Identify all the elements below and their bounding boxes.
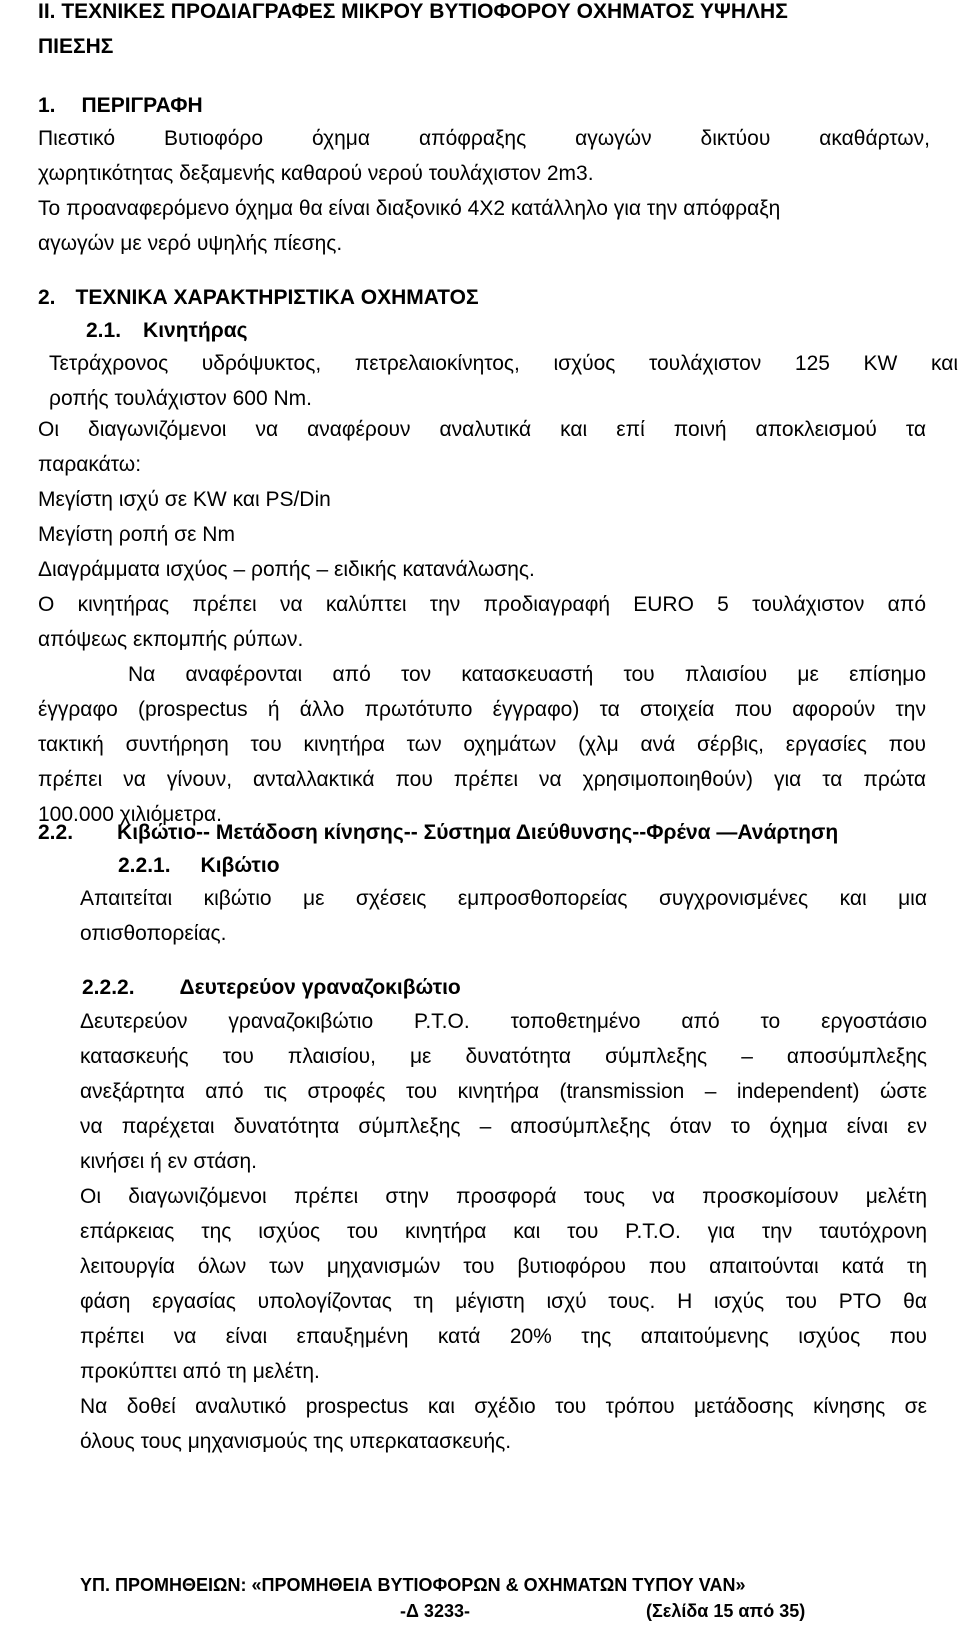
section-2-1-p1-line-1: Τετράχρονος υδρόψυκτος, πετρελαιοκίνητος, ισχύος τουλάχιστον 125 KW και <box>49 352 958 375</box>
section-2-2-2-body <box>80 1004 927 1459</box>
section-2-number: 2. <box>38 286 56 309</box>
section-2-1-p2-line-2: παρακάτω: <box>38 453 142 476</box>
section-2-2-title: Κιβώτιο-- Μετάδοση κίνησης-- Σύστημα Διεύθυνσης--Φρένα —Ανάρτηση <box>117 821 839 844</box>
section-2-1-number: 2.1. <box>86 319 122 342</box>
section-2-2-2-p1-line-1: Δευτερεύον γραναζοκιβώτιο Ρ.Τ.Ο. τοποθετημένο από το εργοστάσιο <box>80 1010 927 1033</box>
section-2-2-1-p1-line-1: Απαιτείται κιβώτιο με σχέσεις εμπροσθοπορείας συγχρονισμένες και μια <box>80 887 927 910</box>
section-2-1-item-3: Διαγράμματα ισχύος – ροπής – ειδικής κατανάλωσης. <box>38 558 535 581</box>
section-2-1-item-2: Μεγίστη ροπή σε Nm <box>38 523 235 546</box>
section-2-2-2-number: 2.2.2. <box>82 976 135 999</box>
section-2-2-2-p2-line-5: πρέπει να είναι επαυξημένη κατά 20% της απαιτούμενης ισχύος που <box>80 1325 927 1348</box>
section-1-heading <box>38 88 203 123</box>
section-2-2-1-title: Κιβώτιο <box>200 854 280 877</box>
section-2-2-2-p3-line-1: Να δοθεί αναλυτικό prospectus και σχέδιο του τρόπου μετάδοσης κίνησης σε <box>80 1395 927 1418</box>
footer-title: ΥΠ. ΠΡΟΜΗΘΕΙΩΝ: «ΠΡΟΜΗΘΕΙΑ ΒΥΤΙΟΦΟΡΩΝ & ΟΧΗΜΑΤΩΝ ΤΥΠΟΥ VAN» <box>80 1575 746 1595</box>
section-2-2-2-p1-line-5: κινήσει ή εν στάση. <box>80 1150 257 1173</box>
section-2-2-2-p2-line-1: Οι διαγωνιζόμενοι πρέπει στην προσφορά τους να προσκομίσουν μελέτη <box>80 1185 927 1208</box>
document-title <box>38 0 938 64</box>
section-2-1-heading <box>86 313 248 348</box>
section-2-1-p2-line-1: Οι διαγωνιζόμενοι να αναφέρουν αναλυτικά και επί ποινή αποκλεισμού τα <box>38 418 926 441</box>
section-2-2-heading <box>38 815 838 850</box>
section-2-2-1-p1-line-2: οπισθοπορείας. <box>80 922 227 945</box>
section-1-p1-line-2: χωρητικότητας δεξαμενής καθαρού νερού τουλάχιστον 2m3. <box>38 162 594 185</box>
section-2-1-p3-line-1: Ο κινητήρας πρέπει να καλύπτει την προδιαγραφή EURO 5 τουλάχιστον από <box>38 593 926 616</box>
section-2-1-p3-line-2: απόψεως εκπομπής ρύπων. <box>38 628 304 651</box>
section-2-2-2-p2-line-6: προκύπτει από τη μελέτη. <box>80 1360 320 1383</box>
section-2-1-p4-line-1: Να αναφέρονται από τον κατασκευαστή του πλαισίου με επίσημο <box>128 663 926 686</box>
section-2-1-p4-line-2: έγγραφο (prospectus ή άλλο πρωτότυπο έγγραφο) τα στοιχεία που αφορούν την <box>38 698 926 721</box>
section-2-heading <box>38 280 479 315</box>
section-2-1-p4-line-3: τακτική συντήρηση του κινητήρα των οχημάτων (χλμ ανά σέρβις, εργασίες που <box>38 733 926 756</box>
section-2-1-p1 <box>49 346 958 416</box>
section-1-p2-line-1: Το προαναφερόμενο όχημα θα είναι διαξονικό 4Χ2 κατάλληλο για την απόφραξη <box>38 197 781 220</box>
footer-page-number: (Σελίδα 15 από 35) <box>646 1601 806 1621</box>
section-2-2-2-p2-line-2: επάρκειας της ισχύος του κινητήρα και του Ρ.Τ.Ο. για την ταυτόχρονη <box>80 1220 927 1243</box>
section-1-body <box>38 121 930 261</box>
section-2-2-1-heading <box>118 848 280 883</box>
section-2-2-1-body <box>80 881 927 951</box>
section-2-2-2-p1-line-2: κατασκευής του πλαισίου, με δυνατότητα σύμπλεξης – αποσύμπλεξης <box>80 1045 927 1068</box>
section-2-1-body <box>38 412 926 832</box>
title-line-1: ΙΙ. ΤΕΧΝΙΚΕΣ ΠΡΟΔΙΑΓΡΑΦΕΣ ΜΙΚΡΟΥ ΒΥΤΙΟΦΟΡΟΥ ΟΧΗΜΑΤΟΣ ΥΨΗΛΗΣ <box>38 0 788 23</box>
section-2-1-title: Κινητήρας <box>143 319 248 342</box>
section-2-2-2-p2-line-3: λειτουργία όλων των μηχανισμών του βυτιοφόρου που απαιτούνται κατά τη <box>80 1255 927 1278</box>
section-2-1-item-1: Μεγίστη ισχύ σε KW και PS/Din <box>38 488 331 511</box>
section-1-p2-line-2: αγωγών με νερό υψηλής πίεσης. <box>38 232 343 255</box>
section-2-2-2-title: Δευτερεύον γραναζοκιβώτιο <box>179 976 461 999</box>
section-1-title: ΠΕΡΙΓΡΑΦΗ <box>81 94 203 117</box>
section-1-p1-line-1: Πιεστικό Βυτιοφόρο όχημα απόφραξης αγωγών δικτύου ακαθάρτων, <box>38 127 930 150</box>
footer-code: -Δ 3233- <box>400 1601 470 1621</box>
section-2-title: ΤΕΧΝΙΚΑ ΧΑΡΑΚΤΗΡΙΣΤΙΚΑ ΟΧΗΜΑΤΟΣ <box>75 286 479 309</box>
section-2-2-2-p3-line-2: όλους τους μηχανισμούς της υπερκατασκευής. <box>80 1430 512 1453</box>
section-2-1-p4-line-4: πρέπει να γίνουν, ανταλλακτικά που πρέπει να χρησιμοποιηθούν) για τα πρώτα <box>38 768 926 791</box>
section-2-2-1-number: 2.2.1. <box>118 854 171 877</box>
section-2-1-p4-line-5: 100.000 χιλιόμετρα. <box>38 803 222 826</box>
title-line-2: ΠΙΕΣΗΣ <box>38 35 114 58</box>
section-1-number: 1. <box>38 94 56 117</box>
section-2-2-2-p2-line-4: φάση εργασίας υπολογίζοντας τη μέγιστη ισχύ τους. Η ισχύς του PTO θα <box>80 1290 927 1313</box>
section-2-2-2-p1-line-4: να παρέχεται δυνατότητα σύμπλεξης – αποσύμπλεξης όταν το όχημα είναι εν <box>80 1115 927 1138</box>
section-2-1-p1-line-2: ροπής τουλάχιστον 600 Nm. <box>49 387 312 410</box>
section-2-2-2-p1-line-3: ανεξάρτητα από τις στροφές του κινητήρα (transmission – independent) ώστε <box>80 1080 927 1103</box>
section-2-2-number: 2.2. <box>38 821 74 844</box>
section-2-2-2-heading <box>82 970 461 1005</box>
